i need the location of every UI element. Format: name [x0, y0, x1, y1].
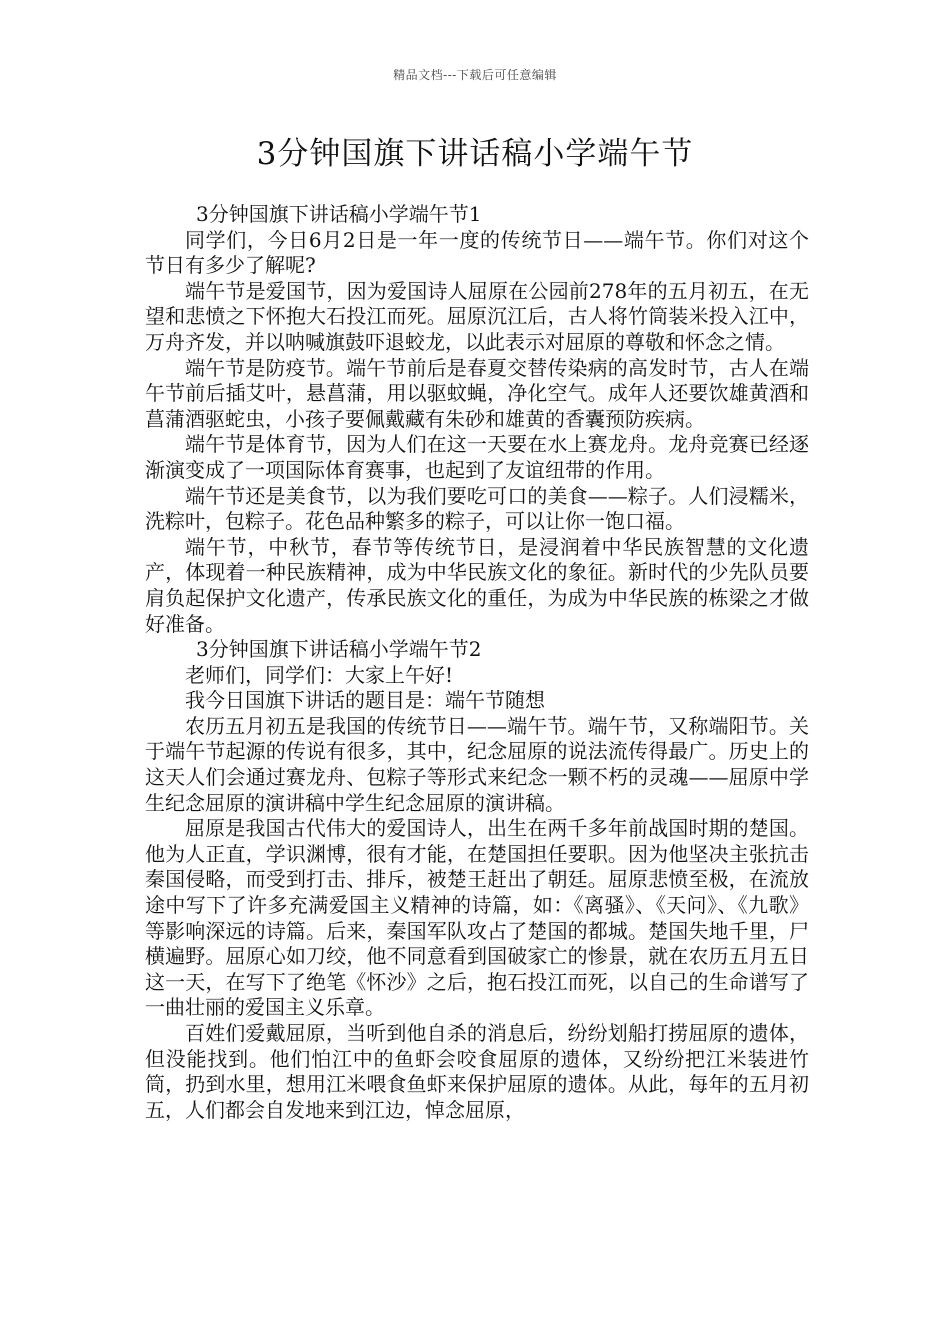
section-heading-2: 3分钟国旗下讲话稿小学端午节2 — [196, 637, 482, 662]
paragraph: 端午节，中秋节，春节等传统节日，是浸润着中华民族智慧的文化遗产，体现着一种民族精神，成为中华民族文化的象征。新时代的少先队员要肩负起保护文化遗产，传承民族文化的重任，为成为中华民族的栋梁之才做好准备。 — [145, 534, 809, 636]
paragraph: 农历五月初五是我国的传统节日——端午节。端午节，又称端阳节。关于端午节起源的传说有很多，其中，纪念屈原的说法流传得最广。历史上的这天人们会通过赛龙舟、包粽子等形式来纪念一颗不朽的灵魂——屈原中学生纪念屈原的演讲稿中学生纪念屈原的演讲稿。 — [145, 713, 809, 815]
document-title: 3分钟国旗下讲话稿小学端午节 — [256, 136, 694, 172]
header-note: 精品文档---下载后可任意编辑 — [393, 68, 557, 82]
paragraph: 端午节还是美食节，以为我们要吃可口的美食——粽子。人们浸糯米，洗粽叶，包粽子。花色品种繁多的粽子，可以让你一饱口福。 — [145, 483, 809, 534]
paragraph: 同学们，今日6月2日是一年一度的传统节日——端午节。你们对这个节日有多少了解呢? — [145, 227, 809, 278]
paragraph: 端午节是防疫节。端午节前后是春夏交替传染病的高发时节，古人在端午节前后插艾叶，悬菖蒲，用以驱蚊蝇，净化空气。成年人还要饮雄黄酒和菖蒲酒驱蛇虫，小孩子要佩戴藏有朱砂和雄黄的香囊预防疾病。 — [145, 355, 809, 431]
paragraph: 百姓们爱戴屈原，当听到他自杀的消息后，纷纷划船打捞屈原的遗体，但没能找到。他们怕江中的鱼虾会咬食屈原的遗体，又纷纷把江米装进竹筒，扔到水里，想用江米喂食鱼虾来保护屈原的遗体。从此，每年的五月初五，人们都会自发地来到江边，悼念屈原， — [145, 1021, 809, 1122]
section-heading-1: 3分钟国旗下讲话稿小学端午节1 — [196, 202, 482, 226]
paragraph: 我今日国旗下讲话的题目是：端午节随想 — [185, 688, 545, 713]
paragraph: 屈原是我国古代伟大的爱国诗人，出生在两千多年前战国时期的楚国。他为人正直，学识渊博，很有才能，在楚国担任要职。因为他坚决主张抗击秦国侵略，而受到打击、排斥，被楚王赶出了朝廷。屈原悲愤至极，在流放途中写下了许多充满爱国主义精神的诗篇，如：《离骚》、《天问》、《九歌》等影响深远的诗篇。后来，秦国军队攻占了楚国的都城。楚国失地千里，尸横遍野。屈原心如刀绞，他不同意看到国破家亡的惨景，就在农历五月五日这一天，在写下了绝笔《怀沙》之后，抱石投江而死，以自己的生命谱写了一曲壮丽的爱国主义乐章。 — [145, 816, 809, 1020]
paragraph: 老师们，同学们：大家上午好! — [185, 662, 454, 687]
paragraph: 端午节是爱国节，因为爱国诗人屈原在公园前278年的五月初五，在无望和悲愤之下怀抱大石投江而死。屈原沉江后，古人将竹筒装米投入江中，万舟齐发，并以呐喊旗鼓吓退蛟龙，以此表示对屈原的尊敬和怀念之情。 — [145, 278, 809, 354]
document-body — [145, 202, 809, 1123]
paragraph: 端午节是体育节，因为人们在这一天要在水上赛龙舟。龙舟竞赛已经逐渐演变成了一项国际体育赛事，也起到了友谊纽带的作用。 — [145, 432, 809, 482]
